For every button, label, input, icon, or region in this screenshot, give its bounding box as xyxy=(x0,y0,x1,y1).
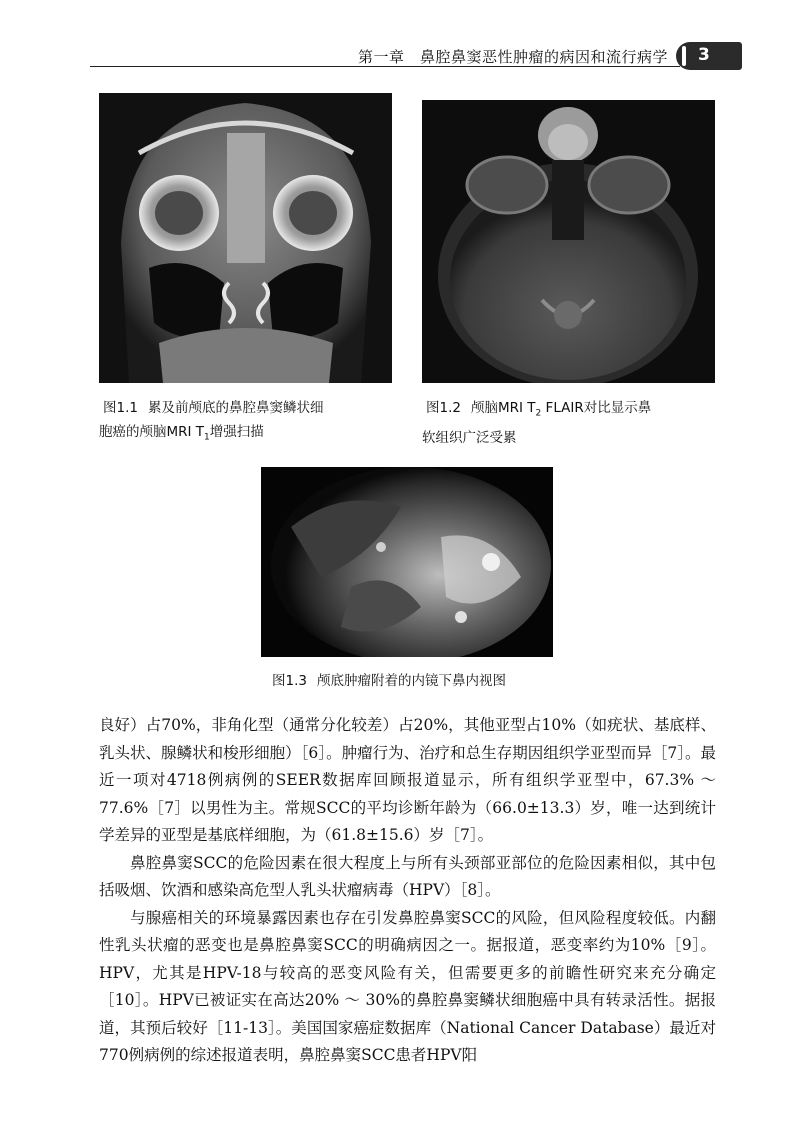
caption-line xyxy=(99,396,399,420)
page-number-badge xyxy=(676,42,742,70)
header-rule xyxy=(90,66,680,67)
figure-1-3-endoscopic-view xyxy=(261,467,553,657)
figure-1-2-caption xyxy=(422,396,722,450)
caption-text: 颅底肿瘤附着的内镜下鼻内视图 xyxy=(316,673,506,689)
figure-label: 图1.2 xyxy=(426,400,461,416)
figure-1-1-mri-coronal xyxy=(99,93,392,383)
caption-text: 增强扫描 xyxy=(209,424,264,440)
caption-line xyxy=(422,426,722,450)
caption-text: 胞癌的颅脑MRI T xyxy=(99,424,205,440)
chapter-title: 第一章 鼻腔鼻窦恶性肿瘤的病因和流行病学 xyxy=(357,48,668,66)
caption-text: 软组织广泛受累 xyxy=(422,429,517,446)
caption-line xyxy=(99,420,399,450)
figure-label: 图1.3 xyxy=(272,673,307,689)
mri-coronal-image xyxy=(99,93,392,383)
mri-axial-image xyxy=(422,100,715,383)
body-text xyxy=(99,712,716,1070)
caption-text: FLAIR对比显示鼻 xyxy=(541,400,652,416)
page-badge-mark-icon xyxy=(682,46,686,66)
figure-label: 图1.1 xyxy=(103,400,138,416)
paragraph: 良好）占70%，非角化型（通常分化较差）占20%，其他亚型占10%（如疣状、基底样、乳头状、腺鳞状和梭形细胞）［6］。肿瘤行为、治疗和总生存期因组织学亚型而异［7］。最近一项对4718例病例的SEER数据库回顾报道显示，所有组织学亚型中，67.3% ～ 77.6%［7］以男性为主。常规SCC的平均诊断年龄为（66.0±13.3）岁，唯一达到统计学差异的亚型是基底样细胞，为（61.8±15.6）岁［7］。 xyxy=(99,716,716,844)
caption-text: 颅脑MRI T xyxy=(470,400,536,416)
page-number: 3 xyxy=(698,45,710,65)
caption-subscript: 1 xyxy=(204,432,210,443)
caption-subscript: 2 xyxy=(535,408,542,419)
figure-1-2-mri-axial xyxy=(422,100,715,383)
caption-line xyxy=(422,396,722,426)
caption-text: 累及前颅底的鼻腔鼻窦鳞状细 xyxy=(147,400,324,416)
page-header xyxy=(0,0,800,75)
figure-1-1-caption xyxy=(99,396,399,450)
figure-1-3-caption xyxy=(272,669,592,693)
paragraph: 鼻腔鼻窦SCC的危险因素在很大程度上与所有头颈部亚部位的危险因素相似，其中包括吸烟、饮酒和感染高危型人乳头状瘤病毒（HPV）［8］。 xyxy=(99,853,716,899)
endoscopic-image xyxy=(261,467,553,657)
paragraph: 与腺癌相关的环境暴露因素也存在引发鼻腔鼻窦SCC的风险，但风险程度较低。内翻性乳头状瘤的恶变也是鼻腔鼻窦SCC的明确病因之一。据报道，恶变率约为10%［9］。HPV，尤其是HPV-18与较高的恶变风险有关，但需要更多的前瞻性研究来充分确定［10］。HPV已被证实在高达20% ～ 30%的鼻腔鼻窦鳞状细胞癌中具有转录活性。据报道，其预后较好［11-13］。美国国家癌症数据库（National Cancer Database）最近对770例病例的综述报道表明，鼻腔鼻窦SCC患者HPV阳 xyxy=(99,908,716,1064)
